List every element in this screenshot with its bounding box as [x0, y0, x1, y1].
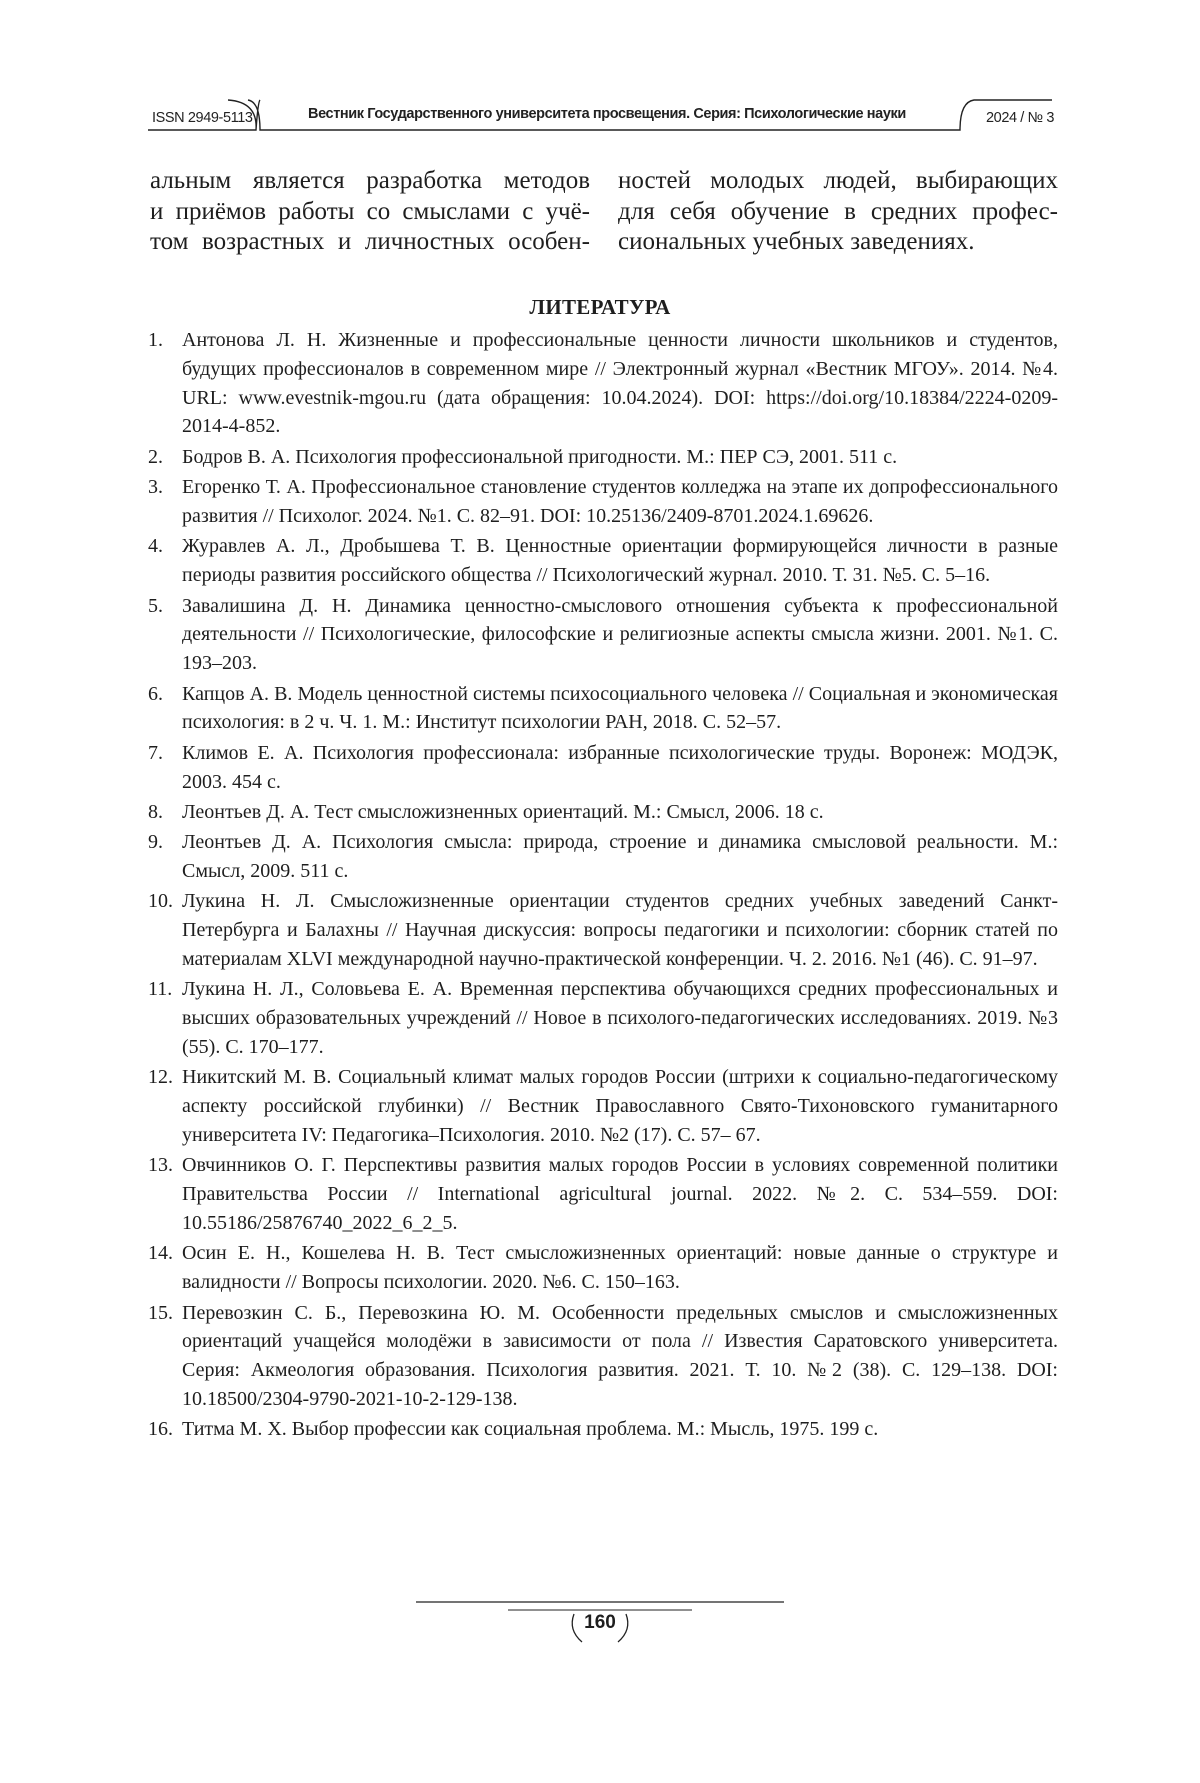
reference-item	[148, 1239, 1058, 1297]
reference-text: Леонтьев Д. А. Тест смысложизненных ориентаций. М.: Смысл, 2006. 18 с.	[182, 800, 824, 823]
intro-line: сиональных учебных заведениях.	[618, 228, 975, 255]
references-heading: ЛИТЕРАТУРА	[529, 295, 671, 319]
reference-text: Лукина Н. Л., Соловьева Е. А. Временная перспектива обучающихся средних профессиональных и высших образовательных учреждений // Новое в психолого-педагогических исследованиях. 2019. №3 (55). С. 170–177.	[182, 978, 1058, 1059]
reference-item	[148, 1151, 1058, 1237]
reference-number: 15.	[148, 1301, 173, 1324]
reference-item	[148, 887, 1058, 973]
reference-number: 4.	[148, 535, 163, 558]
reference-number: 5.	[148, 594, 163, 617]
reference-number: 7.	[148, 741, 163, 764]
reference-item	[148, 532, 1058, 590]
reference-item	[148, 592, 1058, 678]
reference-list	[148, 326, 1058, 1446]
reference-item	[148, 326, 1058, 441]
reference-number: 13.	[148, 1154, 173, 1177]
reference-number: 12.	[148, 1066, 173, 1089]
page-footer	[410, 1600, 790, 1650]
reference-number: 11.	[148, 978, 173, 1001]
issue-number: 2024 / № 3	[986, 110, 1054, 126]
reference-item	[148, 975, 1058, 1061]
reference-text: Лукина Н. Л. Смысложизненные ориентации студентов средних учебных заведений Санкт-Петербурга и Балахны // Научная дискуссия: вопросы педагогики и психологии: сборник статей по материалам XLVI международной научно-практической конференции. Ч. 2. 2016. №1 (46). С. 91–97.	[182, 890, 1058, 971]
reference-text: Антонова Л. Н. Жизненные и профессиональные ценности личности школьников и студентов, будущих профессионалов в современном мире // Электронный журнал «Вестник МГОУ». 2014. №4. URL: www.evestnik-mgou.ru (дата обращения: 10.04.2024). DOI: https://doi.org/10.18384/2224-0209-2014-4-852.	[182, 329, 1058, 438]
intro-line: альным является разработка методов	[150, 167, 590, 194]
issn: ISSN 2949-5113	[152, 110, 253, 126]
running-header	[148, 88, 1052, 144]
reference-number: 2.	[148, 445, 163, 468]
intro-line: том возрастных и личностных особен-	[150, 228, 590, 255]
reference-text: Овчинников О. Г. Перспективы развития малых городов России в условиях современной политики Правительства России // International agricultural journal. 2022. №2. С. 534–559. DOI: 10.55186/25876740_2022_6_2_5.	[182, 1154, 1058, 1235]
reference-item	[148, 473, 1058, 531]
reference-text: Егоренко Т. А. Профессиональное становление студентов колледжа на этапе их допрофессионального развития // Психолог. 2024. №1. С. 82–91. DOI: 10.25136/2409-8701.2024.1.69626.	[182, 476, 1058, 527]
reference-text: Журавлев А. Л., Дробышева Т. В. Ценностные ориентации формирующейся личности в разные периоды развития российского общества // Психологический журнал. 2010. Т. 31. №5. С. 5–16.	[182, 535, 1058, 587]
reference-number: 8.	[148, 800, 163, 823]
reference-number: 3.	[148, 476, 163, 499]
journal-title: Вестник Государственного университета просвещения. Серия: Психологические науки	[308, 106, 906, 122]
reference-item	[148, 680, 1058, 738]
reference-item	[148, 443, 1058, 472]
reference-text: Перевозкин С. Б., Перевозкина Ю. М. Особенности предельных смыслов и смысложизненных ориентаций учащейся молодёжи в зависимости от пола // Известия Саратовского университета. Серия: Акмеология образования. Психология развития. 2021. Т. 10. №2 (38). С. 129–138. DOI: 10.18500/2304-9790-2021-10-2-129-138.	[182, 1301, 1058, 1410]
reference-number: 10.	[148, 890, 173, 913]
intro-line: ностей молодых людей, выбирающих	[618, 167, 1058, 194]
reference-text: Леонтьев Д. А. Психология смысла: природа, строение и динамика смысловой реальности. М.: Смысл, 2009. 511 с.	[182, 831, 1058, 883]
reference-text: Титма М. Х. Выбор профессии как социальная проблема. М.: Мысль, 1975. 199 с.	[182, 1418, 879, 1441]
reference-text: Никитский М. В. Социальный климат малых городов России (штрихи к социально-педагогическому аспекту российской глубинки) // Вестник Православного Свято-Тихоновского гуманитарного университета IV: Педагогика–Психология. 2010. №2 (17). С. 57– 67.	[182, 1066, 1058, 1147]
reference-number: 14.	[148, 1242, 173, 1265]
reference-text: Завалишина Д. Н. Динамика ценностно-смыслового отношения субъекта к профессиональной деятельности // Психологические, философские и религиозные аспекты смысла жизни. 2001. №1. С. 193–203.	[182, 594, 1058, 675]
reference-number: 6.	[148, 682, 163, 705]
reference-text: Осин Е. Н., Кошелева Н. В. Тест смысложизненных ориентаций: новые данные о структуре и валидности // Вопросы психологии. 2020. №6. С. 150–163.	[182, 1242, 1058, 1294]
reference-text: Бодров В. А. Психология профессиональной пригодности. М.: ПЕР СЭ, 2001. 511 с.	[182, 445, 898, 468]
reference-number: 1.	[148, 329, 163, 351]
reference-text: Капцов А. В. Модель ценностной системы психосоциального человека // Социальная и экономическая психология: в 2 ч. Ч. 1. М.: Институт психологии РАН, 2018. С. 52–57.	[182, 682, 1058, 734]
reference-item	[148, 828, 1058, 886]
intro-line: для себя обучение в средних профес-	[618, 197, 1058, 225]
reference-text: Климов Е. А. Психология профессионала: избранные психологические труды. Воронеж: МОДЭК, 2003. 454 с.	[182, 741, 1058, 793]
reference-number: 16.	[148, 1418, 173, 1441]
reference-item	[148, 798, 1058, 827]
reference-item	[148, 739, 1058, 797]
reference-item	[148, 1063, 1058, 1149]
intro-column-right	[618, 166, 1058, 258]
reference-item	[148, 1415, 1058, 1444]
intro-line: и приёмов работы со смыслами с учё-	[150, 197, 590, 225]
page-number: 160	[584, 1612, 616, 1633]
intro-column-left	[150, 166, 590, 258]
reference-number: 9.	[148, 831, 163, 854]
reference-item	[148, 1299, 1058, 1414]
